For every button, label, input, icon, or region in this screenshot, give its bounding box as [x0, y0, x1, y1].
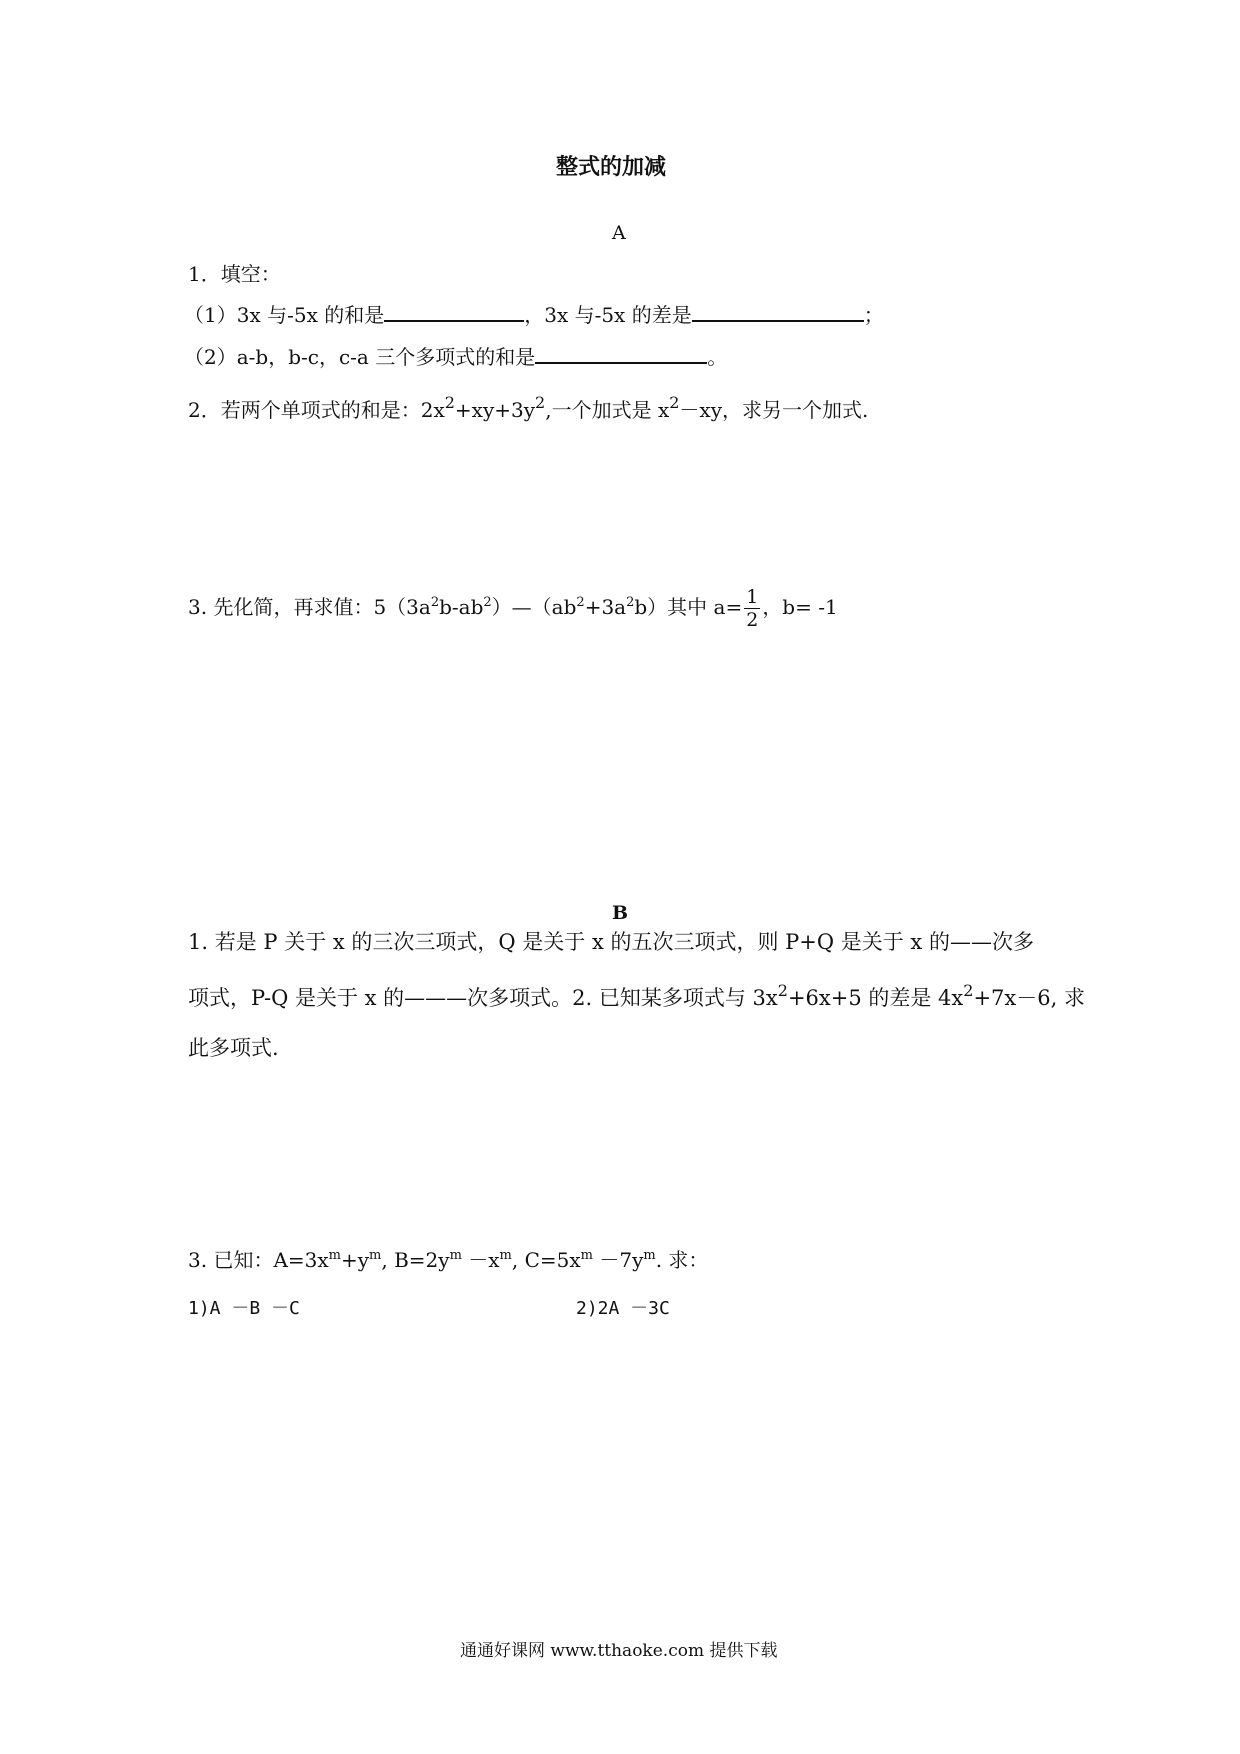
b3-text-5: , C=5x [511, 1248, 581, 1272]
answer-blank-sum[interactable] [384, 302, 524, 322]
question-a1-part1 [184, 302, 884, 327]
b3-exponent-1: m [328, 1248, 341, 1263]
b3-text-6: －7y [592, 1248, 644, 1272]
b1-text-1: 项式，P-Q 是关于 x 的———次多项式。2. 已知某多项式与 3x [188, 986, 778, 1010]
b1-exponent-2: 2 [963, 981, 974, 1000]
section-a-label: A [612, 222, 626, 244]
fraction-one-half [744, 586, 760, 631]
b3-exponent-3: m [449, 1248, 462, 1263]
q2-exponent-2: 2 [535, 393, 546, 412]
q2-exponent-3: 2 [669, 393, 680, 412]
b3-exponent-4: m [499, 1248, 512, 1263]
section-b-label: B [612, 902, 629, 924]
question-a1-part2-prefix: （2）a-b，b-c，c-a 三个多项式的和是 [184, 345, 536, 369]
b3-text-2: +y [340, 1248, 370, 1272]
answer-blank-polynomial-sum[interactable] [535, 344, 707, 364]
question-a1-part1-mid: ，3x 与-5x 的差是 [524, 303, 692, 327]
sub-question-2: 2)2A －3C [576, 1298, 670, 1319]
q2-text-4: －xy，求另一个加式. [679, 398, 869, 422]
b1-exponent-1: 2 [777, 981, 788, 1000]
b3-text-4: －x [461, 1248, 500, 1272]
q2-exponent-1: 2 [444, 393, 455, 412]
sub-question-1: 1)A －B －C [188, 1298, 300, 1319]
fraction-numerator: 1 [746, 586, 759, 608]
question-a3 [188, 586, 838, 631]
q2-text-2: +xy+3y [454, 398, 536, 422]
question-b1-line3: 此多项式. [188, 1036, 279, 1060]
b3-text-3: , B=2y [381, 1248, 450, 1272]
question-a1-part2 [184, 344, 727, 369]
b3-exponent-6: m [643, 1248, 656, 1263]
q3-exponent-1: 2 [430, 595, 440, 610]
question-b3 [188, 1248, 708, 1272]
q2-text-3: ,一个加式是 x [545, 398, 670, 422]
question-a2 [188, 393, 869, 422]
q2-text-1: 2．若两个单项式的和是：2x [188, 398, 445, 422]
b3-exponent-5: m [580, 1248, 593, 1263]
q3-exponent-4: 2 [626, 595, 635, 610]
question-a1-heading: 1．填空： [188, 262, 281, 286]
q3-text-6: ，b= -1 [762, 595, 838, 619]
footer-credit: 通通好课网 www.tthaoke.com 提供下载 [460, 1641, 778, 1661]
q3-text-3: ）—（ab [491, 595, 577, 619]
b3-text-1: 3. 已知：A=3x [188, 1248, 329, 1272]
q3-text-2: b-ab [439, 595, 484, 619]
b3-text-7: . 求： [655, 1248, 709, 1272]
question-a1-part1-end: ； [863, 303, 884, 327]
q3-exponent-2: 2 [483, 595, 492, 610]
q3-text-1: 3. 先化简，再求值：5（3a [188, 595, 431, 619]
q3-exponent-3: 2 [576, 595, 585, 610]
question-b1-line1: 1. 若是 P 关于 x 的三次三项式，Q 是关于 x 的五次三项式，则 P+Q 是关于 x 的——次多 [188, 930, 1034, 954]
answer-blank-difference[interactable] [692, 302, 864, 322]
q3-text-5: b）其中 a= [634, 595, 743, 619]
fraction-denominator: 2 [746, 609, 759, 631]
b1-text-3: +7x－6, 求 [973, 986, 1085, 1010]
question-a1-part2-end: 。 [707, 345, 728, 369]
page-title: 整式的加减 [556, 155, 667, 180]
question-b1-line2 [188, 981, 1085, 1010]
question-a1-part1-prefix: （1）3x 与-5x 的和是 [184, 303, 385, 327]
b3-exponent-2: m [369, 1248, 382, 1263]
b1-text-2: +6x+5 的差是 4x [787, 986, 964, 1010]
q3-text-4: +3a [584, 595, 627, 619]
